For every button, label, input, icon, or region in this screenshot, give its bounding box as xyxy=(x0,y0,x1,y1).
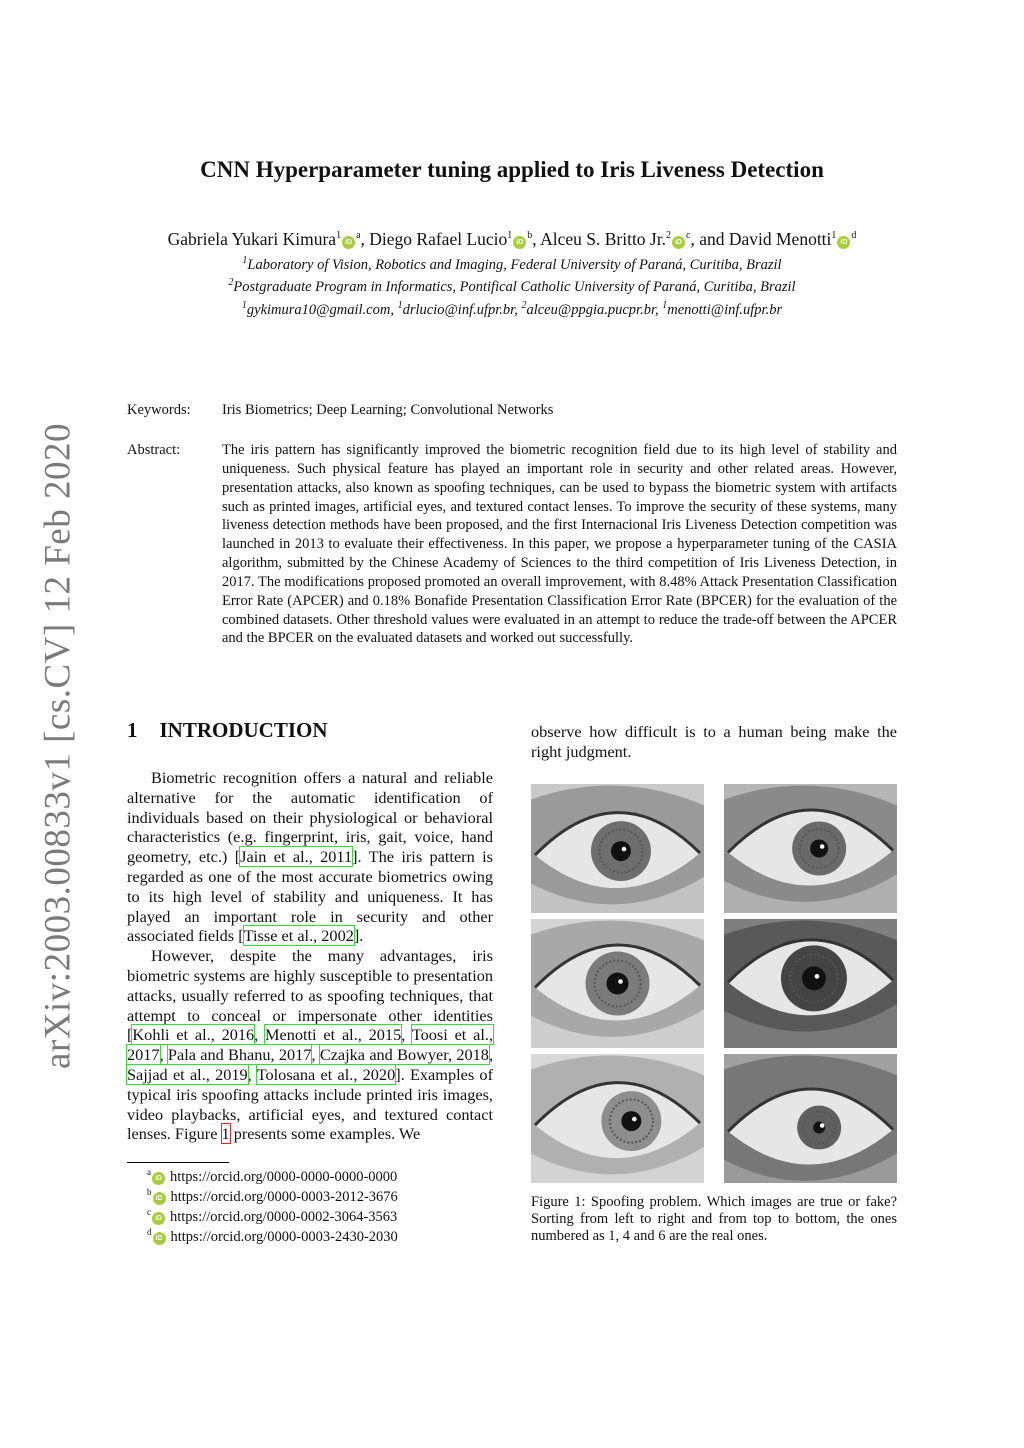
intro-text-run: presents some examples. We xyxy=(229,1124,421,1144)
intro-text-run: Biometric recognition offers a natural and reliable alternative for the automatic identification of individuals based on their physiological or behavioral characteristics (e.g. fingerprint, iris, gait, voice, hand geometry, etc.) [ xyxy=(127,768,493,867)
figure-caption: Figure 1: Spoofing problem. Which images are true or fake? Sorting from left to right and from top to bottom, the ones numbered as 1, 4 and 6 are the real ones. xyxy=(531,1194,897,1244)
iris-photo xyxy=(724,1054,897,1183)
citation-link[interactable]: Menotti et al., 2015 xyxy=(265,1025,402,1045)
footnote-row xyxy=(147,1207,397,1226)
email-affiliation-number: 1 xyxy=(397,300,403,311)
author-separator: , and xyxy=(690,229,729,249)
footnote-row xyxy=(147,1227,398,1246)
orcid-footnote-mark: a xyxy=(356,230,361,242)
citation-link[interactable]: Pala and Bhanu, 2017 xyxy=(167,1045,312,1065)
intro-left-column xyxy=(127,768,493,1144)
footnote-mark: a xyxy=(147,1167,151,1177)
email-affiliation-number: 2 xyxy=(521,300,527,311)
arxiv-identifier: arXiv:2003.00833v1 [cs.CV] 12 Feb 2020 xyxy=(37,423,79,1069)
citation-link[interactable]: Tisse et al., 2002 xyxy=(243,926,354,946)
iris-photo xyxy=(531,1054,704,1183)
footnote-row xyxy=(147,1167,397,1186)
orcid-url[interactable]: https://orcid.org/0000-0000-0000-0000 xyxy=(170,1168,398,1185)
orcid-footnote-mark: c xyxy=(685,230,691,242)
abstract-text: The iris pattern has significantly improved the biometric recognition field due to its high level of stability and uniqueness. Such physical feature has played an important role in security and other related areas. However, presentation attacks, also known as spoofing techniques, can be used to bypass the biometric system with artifacts such as printed images, artificial eyes, and textured contact lenses. To improve the security of these systems, many liveness detection methods have been proposed, and the first Internacional Iris Liveness Detection competition was launched in 2013 to evaluate their effectiveness. In this paper, we propose a hyperparameter tuning of the CASIA algorithm, submitted by the Chinese Academy of Sciences to the third competition of Iris Liveness Detection, in 2017. The modifications proposed promoted an overall improvement, with 8.48% Attack Presentation Classification Error Rate (APCER) and 0.18% Bonafide Presentation Classification Error Rate (BPCER) for the evaluation of the combined datasets. Other threshold values were evaluated in an attempt to reduce the trade-off between the APCER and the BPCER on the evaluated datasets and worked out successfully. xyxy=(222,442,897,647)
orcid-icon: iD xyxy=(513,236,526,249)
intro-text-run: ]. The iris pattern is regarded as one of the most accurate biometrics owing to its high level of stability and uniqueness. It has played an important role in security and other associated fields [ xyxy=(127,847,493,946)
iris-photo xyxy=(531,919,704,1048)
author-name: Alceu S. Britto Jr. xyxy=(540,229,666,249)
citation-link[interactable]: Sajjad et al., 2019 xyxy=(127,1064,248,1084)
paper-title: CNN Hyperparameter tuning applied to Iris Liveness Detection xyxy=(200,157,824,182)
intro-continuation: observe how difficult is to a human being make the right judgment. xyxy=(531,722,897,761)
orcid-url[interactable]: https://orcid.org/0000-0003-2430-2030 xyxy=(170,1228,398,1245)
abstract-label: Abstract: xyxy=(127,442,181,458)
affiliation-1: $^1$Laboratory of Vision, Robotics and Imaging, Federal University of Paraná, Curitiba, Brazil xyxy=(242,255,782,273)
footnote-divider xyxy=(127,1162,229,1163)
intro-text-run: , xyxy=(247,1064,257,1084)
author-affiliation-number: 1 xyxy=(831,230,837,242)
orcid-url[interactable]: https://orcid.org/0000-0002-3064-3563 xyxy=(170,1208,398,1225)
figure-reference-link[interactable]: 1 xyxy=(221,1124,230,1144)
intro-paragraph-2 xyxy=(127,946,493,1144)
author-list xyxy=(0,229,1024,250)
author-affiliation-number: 1 xyxy=(336,230,342,242)
intro-paragraph-1 xyxy=(127,768,493,946)
author-separator: , xyxy=(532,229,541,249)
iris-photo xyxy=(724,784,897,913)
author-affiliation-number: 1 xyxy=(507,230,513,242)
intro-text-run: ]. Examples of typical iris spoofing attacks include printed iris images, video playbacks, artificial eyes, and textured contact lenses. Figure xyxy=(127,1064,493,1144)
citation-link[interactable]: Czajka and Bowyer, 2018 xyxy=(319,1045,489,1065)
author-separator: , xyxy=(360,229,370,249)
orcid-footnote-mark: d xyxy=(851,230,857,242)
footnote-mark: c xyxy=(147,1207,151,1217)
author-affiliation-number: 2 xyxy=(665,230,671,242)
keywords: Iris Biometrics; Deep Learning; Convolutional Networks xyxy=(222,402,554,418)
author-email: menotti@inf.ufpr.br xyxy=(667,301,783,318)
orcid-icon: iD xyxy=(153,1192,166,1205)
keywords-label: Keywords: xyxy=(127,402,191,418)
email-affiliation-number: 1 xyxy=(662,300,668,311)
citation-link[interactable]: Jain et al., 2011 xyxy=(240,847,353,867)
footnote-mark: b xyxy=(147,1187,152,1197)
iris-photo xyxy=(724,919,897,1048)
intro-text-run: , xyxy=(401,1025,412,1045)
iris-photo xyxy=(531,784,704,913)
footnote-mark: d xyxy=(147,1227,152,1237)
email-affiliation-number: 1 xyxy=(241,300,247,311)
orcid-footnote-mark: b xyxy=(527,230,533,242)
affiliation-2: $^2$Postgraduate Program in Informatics, Pontifical Catholic University of Paraná, Curitiba, Brazil xyxy=(228,277,796,295)
orcid-icon: iD xyxy=(672,236,685,249)
orcid-icon: iD xyxy=(342,236,355,249)
intro-text-run: ]. xyxy=(353,926,364,946)
citation-link[interactable]: Kohli et al., 2016 xyxy=(132,1025,255,1045)
section-heading: 1 INTRODUCTION xyxy=(127,718,328,742)
citation-link[interactable]: Toosi et al., 2017 xyxy=(127,1025,494,1065)
author-name: Diego Rafael Lucio xyxy=(369,229,508,249)
orcid-icon: iD xyxy=(837,236,850,249)
intro-text-run: However, despite the many advantages, iris biometric systems are highly susceptible to presentation attacks, usually referred to as spoofing techniques, that attempt to conceal or impersonate other identities [ xyxy=(127,946,493,1045)
author-email: alceu@ppgia.pucpr.br xyxy=(526,301,655,318)
orcid-icon: iD xyxy=(152,1172,165,1185)
intro-text-run: , xyxy=(254,1025,266,1045)
intro-text-run: , xyxy=(311,1045,320,1065)
orcid-icon: iD xyxy=(152,1212,165,1225)
author-name: Gabriela Yukari Kimura xyxy=(167,229,337,249)
author-email: gykimura10@gmail.com xyxy=(246,301,391,318)
orcid-icon: iD xyxy=(153,1232,166,1245)
author-name: David Menotti xyxy=(728,229,832,249)
author-emails: $^1$gykimura10@gmail.com, $^1$drlucio@inf.ufpr.br, $^2$alceu@ppgia.pucpr.br, $^1$menotti@inf.ufpr.br xyxy=(241,300,783,318)
author-email: drlucio@inf.ufpr.br xyxy=(402,301,515,318)
orcid-url[interactable]: https://orcid.org/0000-0003-2012-3676 xyxy=(170,1188,398,1205)
footnote-row xyxy=(147,1187,398,1206)
intro-text-run: , xyxy=(488,1045,494,1065)
citation-link[interactable]: Tolosana et al., 2020 xyxy=(256,1064,396,1084)
intro-text-run: , xyxy=(159,1045,168,1065)
